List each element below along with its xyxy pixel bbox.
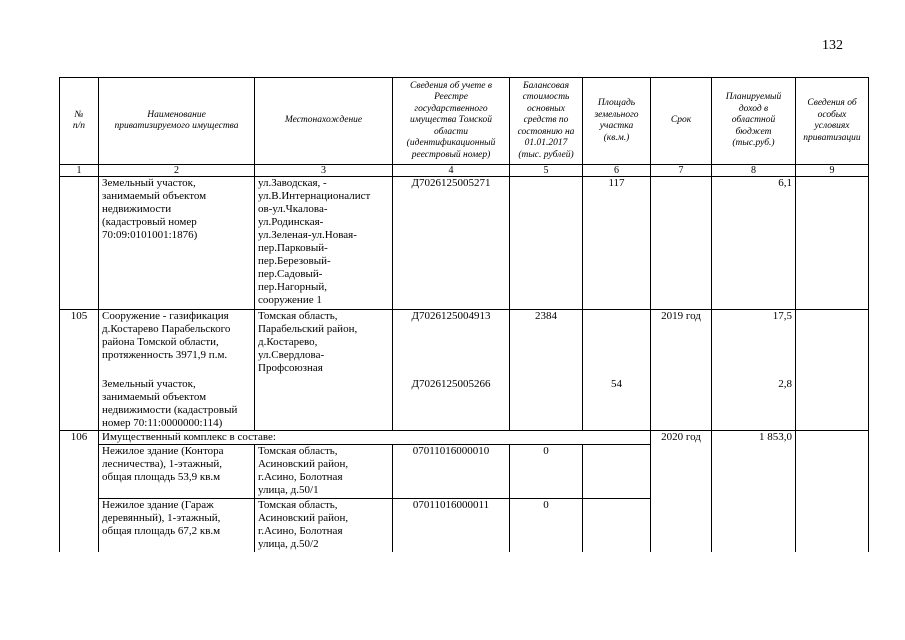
complex-title: Имущественный комплекс в составе: — [99, 431, 651, 445]
row-number: 106 — [60, 431, 99, 553]
row-num-cell — [60, 177, 99, 310]
header-name: Наименование приватизируемого имущества — [99, 78, 255, 165]
row-number: 105 — [60, 310, 99, 431]
page-number: 132 — [822, 38, 843, 53]
item-area-land: 54 — [611, 378, 622, 390]
column-number: 1 — [60, 165, 99, 177]
column-number: 5 — [510, 165, 583, 177]
item-income-land: 2,8 — [778, 378, 792, 390]
item-income: 17,5 — [772, 310, 792, 322]
header-balance: Балансовая стоимость основных средств по состоянию на 01.01.2017 (тыс. рублей) — [510, 78, 583, 165]
item-term: 2019 год — [651, 310, 712, 431]
column-number: 7 — [651, 165, 712, 177]
header-term: Срок — [651, 78, 712, 165]
table-row — [60, 310, 869, 431]
item-registry-number: Д7026125004913 — [411, 310, 491, 322]
item-conditions — [796, 177, 869, 310]
header-registry: Сведения об учете в Реестре государственного имущества Томской области (идентификационный реестровый номер) — [393, 78, 510, 165]
table-header-row — [60, 78, 869, 165]
item-income: 1 853,0 — [712, 431, 796, 553]
item-name: Нежилое здание (Контора лесничества), 1-этажный, общая площадь 53,9 кв.м — [99, 445, 255, 499]
item-conditions — [796, 431, 869, 553]
column-number-row — [60, 165, 869, 177]
table-row — [60, 431, 869, 445]
item-income: 6,1 — [712, 177, 796, 310]
column-number: 4 — [393, 165, 510, 177]
column-number: 3 — [255, 165, 393, 177]
item-term: 2020 год — [651, 431, 712, 553]
column-number: 2 — [99, 165, 255, 177]
column-number: 8 — [712, 165, 796, 177]
privatization-table — [59, 77, 869, 552]
item-area-cell — [583, 310, 651, 431]
item-registry-number: 07011016000010 — [393, 445, 510, 499]
item-name: Нежилое здание (Гараж деревянный), 1-этажный, общая площадь 67,2 кв.м — [99, 499, 255, 553]
header-num: № п/п — [60, 78, 99, 165]
item-balance — [510, 177, 583, 310]
item-term — [651, 177, 712, 310]
header-location: Местонахождение — [255, 78, 393, 165]
column-number: 9 — [796, 165, 869, 177]
header-income: Планируемый доход в областной бюджет (тыс.руб.) — [712, 78, 796, 165]
item-balance: 0 — [510, 445, 583, 499]
item-balance: 0 — [510, 499, 583, 553]
item-name-land: Земельный участок, занимаемый объектом недвижимости (кадастровый номер 70:11:0000000:114) — [102, 378, 238, 429]
item-registry-number-land: Д7026125005266 — [411, 378, 491, 390]
item-income-cell — [712, 310, 796, 431]
item-area — [583, 499, 651, 553]
column-number: 6 — [583, 165, 651, 177]
item-registry-cell — [393, 310, 510, 431]
item-name-cell — [99, 310, 255, 431]
item-location: Томская область, Асиновский район, г.Асино, Болотная улица, д.50/2 — [255, 499, 393, 553]
item-name: Сооружение - газификация д.Костарево Парабельского района Томской области, протяженность 3971,9 п.м. — [102, 310, 231, 361]
item-name: Земельный участок, занимаемый объектом недвижимости (кадастровый номер 70:09:0101001:1876) — [99, 177, 255, 310]
item-location: ул.Заводская, - ул.В.Интернационалист ов-ул.Чкалова- ул.Родинская- ул.Зеленая-ул.Новая- пер.Парковый- пер.Березовый- пер.Садовый- пер.Нагорный, сооружение 1 — [255, 177, 393, 310]
table-row — [60, 177, 869, 310]
item-area: 117 — [583, 177, 651, 310]
item-conditions — [796, 310, 869, 431]
item-location: Томская область, Асиновский район, г.Асино, Болотная улица, д.50/1 — [255, 445, 393, 499]
item-registry-number: 07011016000011 — [393, 499, 510, 553]
item-registry-number: Д7026125005271 — [393, 177, 510, 310]
item-location: Томская область, Парабельский район, д.Костарево, ул.Свердлова- Профсоюзная — [255, 310, 393, 431]
header-area: Площадь земельного участка (кв.м.) — [583, 78, 651, 165]
header-conditions: Сведения об особых условиях приватизации — [796, 78, 869, 165]
item-balance: 2384 — [510, 310, 583, 431]
item-area — [583, 445, 651, 499]
